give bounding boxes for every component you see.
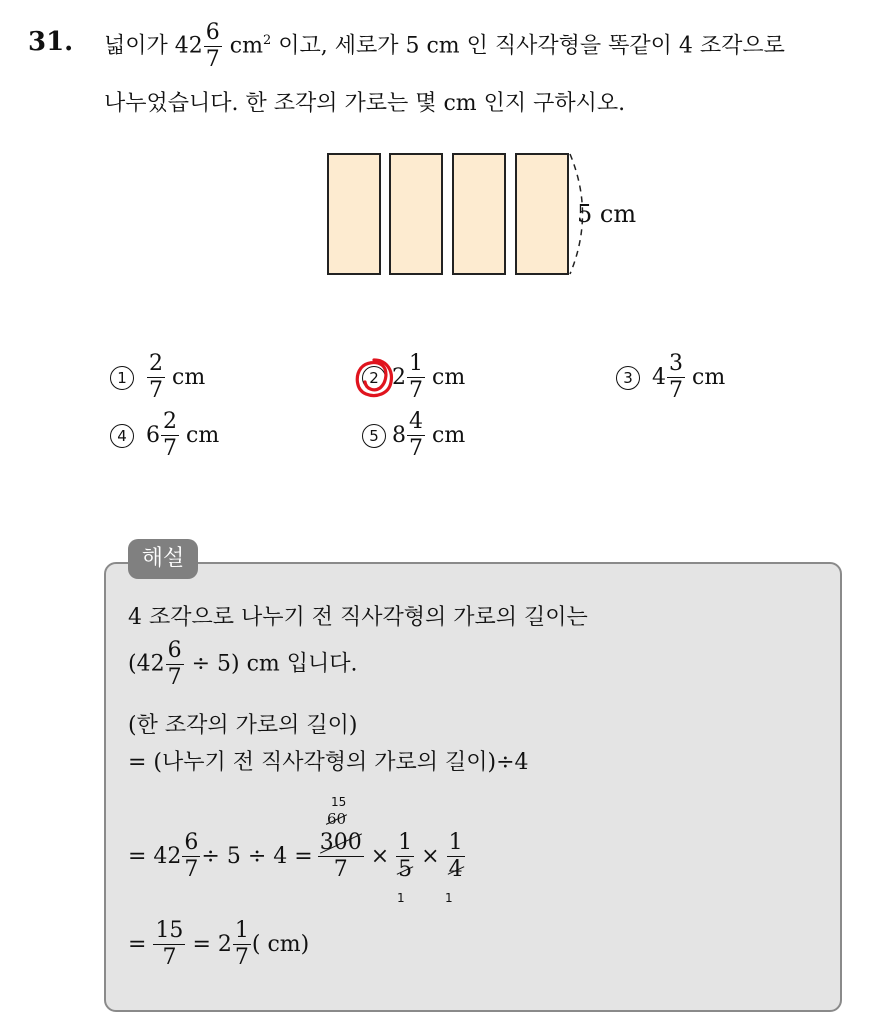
choice-4-marker: 4 — [110, 424, 134, 448]
solution-l6-den-2: 7 — [234, 945, 249, 970]
solution-l5-b: ÷ 5 ÷ 4 = — [201, 844, 313, 869]
solution-l2-a: (42 — [128, 651, 165, 677]
solution-line-6 — [128, 920, 309, 969]
question-line-1 — [104, 22, 785, 71]
solution-l5-a: = 42 — [128, 844, 182, 869]
question-unit: cm — [229, 33, 263, 59]
question-number: 31. — [28, 27, 74, 57]
height-label: 5 cm — [577, 200, 637, 228]
solution-l6-b: = 2 — [192, 932, 232, 957]
cancel-top-60 — [327, 810, 346, 828]
solution-l5-big-fraction — [318, 832, 364, 881]
choice-3-unit: cm — [692, 365, 726, 390]
choice-5-num: 4 — [409, 409, 423, 434]
solution-l5-den: 7 — [184, 857, 199, 882]
solution-l6-fraction — [153, 920, 185, 969]
solution-line-4: = (나누기 전 직사각형의 가로의 길이)÷4 — [128, 750, 529, 775]
times-sign-2: × — [421, 844, 440, 869]
choice-3-num: 3 — [669, 351, 683, 376]
choice-4-fraction — [161, 411, 179, 460]
choice-1[interactable] — [110, 353, 205, 402]
cancel-5: 5 — [398, 857, 413, 882]
question-unit-exponent: 2 — [262, 33, 272, 49]
solution-line-5 — [128, 832, 466, 881]
solution-l5-num: 6 — [184, 830, 199, 855]
cancel-top-15: 15 — [331, 795, 347, 809]
solution-line-1: 4 조각으로 나누기 전 직사각형의 가로의 길이는 — [128, 605, 588, 630]
cancel-bottom-1a: 1 — [397, 891, 405, 905]
choice-4-unit: cm — [186, 423, 220, 448]
choice-2-fraction — [407, 353, 425, 402]
solution-l6-fraction-2 — [233, 920, 251, 969]
area-frac-den: 7 — [205, 47, 220, 72]
cancel-300: 300 — [319, 830, 362, 855]
choice-3-fraction — [667, 353, 685, 402]
times-sign-1: × — [370, 844, 390, 869]
question-line-2: 나누었습니다. 한 조각의 가로는 몇 cm 인지 구하시오. — [104, 91, 626, 116]
rect-piece-4 — [516, 154, 568, 274]
solution-l5-f2-num: 1 — [398, 830, 413, 855]
choice-5-unit: cm — [432, 423, 466, 448]
choice-3[interactable] — [616, 353, 725, 402]
solution-l6-c: ( cm) — [251, 932, 310, 957]
solution-line-2 — [128, 640, 358, 689]
choice-4-num: 2 — [163, 409, 177, 434]
solution-tag: 해설 — [128, 539, 198, 579]
question-text-c: 이고, 세로가 5 cm 인 직사각형을 똑같이 4 조각으로 — [271, 33, 785, 59]
solution-l6-num: 15 — [155, 918, 184, 943]
choice-5-fraction — [407, 411, 425, 460]
rect-piece-1 — [328, 154, 380, 274]
solution-l5-big-den: 7 — [333, 857, 348, 882]
choice-3-whole: 4 — [652, 365, 666, 390]
choice-5-marker: 5 — [362, 424, 386, 448]
solution-l5-f3 — [447, 832, 465, 881]
solution-l5-f2 — [396, 832, 414, 881]
choice-2-unit: cm — [432, 365, 466, 390]
cancel-4: 4 — [448, 857, 463, 882]
cancel-top-60-text: 60 — [327, 810, 347, 828]
solution-l6-den: 7 — [162, 945, 177, 970]
choice-4[interactable] — [110, 411, 219, 460]
solution-l2-num: 6 — [167, 638, 182, 663]
choice-1-unit: cm — [172, 365, 206, 390]
choice-3-den: 7 — [669, 378, 683, 403]
rect-piece-2 — [390, 154, 442, 274]
solution-l2-fraction — [166, 640, 184, 689]
solution-l5-f3-den — [447, 857, 465, 881]
solution-line-3: (한 조각의 가로의 길이) — [128, 713, 358, 738]
choice-5[interactable] — [362, 411, 465, 460]
area-fraction — [204, 22, 222, 71]
solution-l5-f2-den — [396, 857, 414, 881]
choice-2-num: 1 — [409, 351, 423, 376]
choice-1-num: 2 — [149, 351, 163, 376]
choice-1-marker: 1 — [110, 366, 134, 390]
choice-2-den: 7 — [409, 378, 423, 403]
choice-2-marker: 2 — [362, 366, 386, 390]
solution-l6-num-2: 1 — [234, 918, 249, 943]
cancel-bottom-1b: 1 — [445, 891, 453, 905]
choice-4-den: 7 — [163, 436, 177, 461]
solution-l5-fraction — [182, 832, 200, 881]
choice-1-fraction — [147, 353, 165, 402]
rect-piece-3 — [453, 154, 505, 274]
solution-l6-a: = — [128, 932, 147, 957]
solution-l2-den: 7 — [167, 665, 182, 690]
choice-4-whole: 6 — [146, 423, 160, 448]
choice-1-den: 7 — [149, 378, 163, 403]
solution-l5-f3-num: 1 — [448, 830, 463, 855]
area-frac-num: 6 — [205, 20, 220, 45]
selected-answer-mark-icon — [352, 356, 396, 402]
choice-3-marker: 3 — [616, 366, 640, 390]
choice-2-whole: 2 — [392, 365, 406, 390]
choice-5-den: 7 — [409, 436, 423, 461]
solution-l2-b: ÷ 5) cm 입니다. — [184, 651, 358, 677]
question-text-a: 넓이가 42 — [104, 33, 203, 59]
solution-l5-big-num — [318, 832, 364, 857]
choice-5-whole: 8 — [392, 423, 406, 448]
